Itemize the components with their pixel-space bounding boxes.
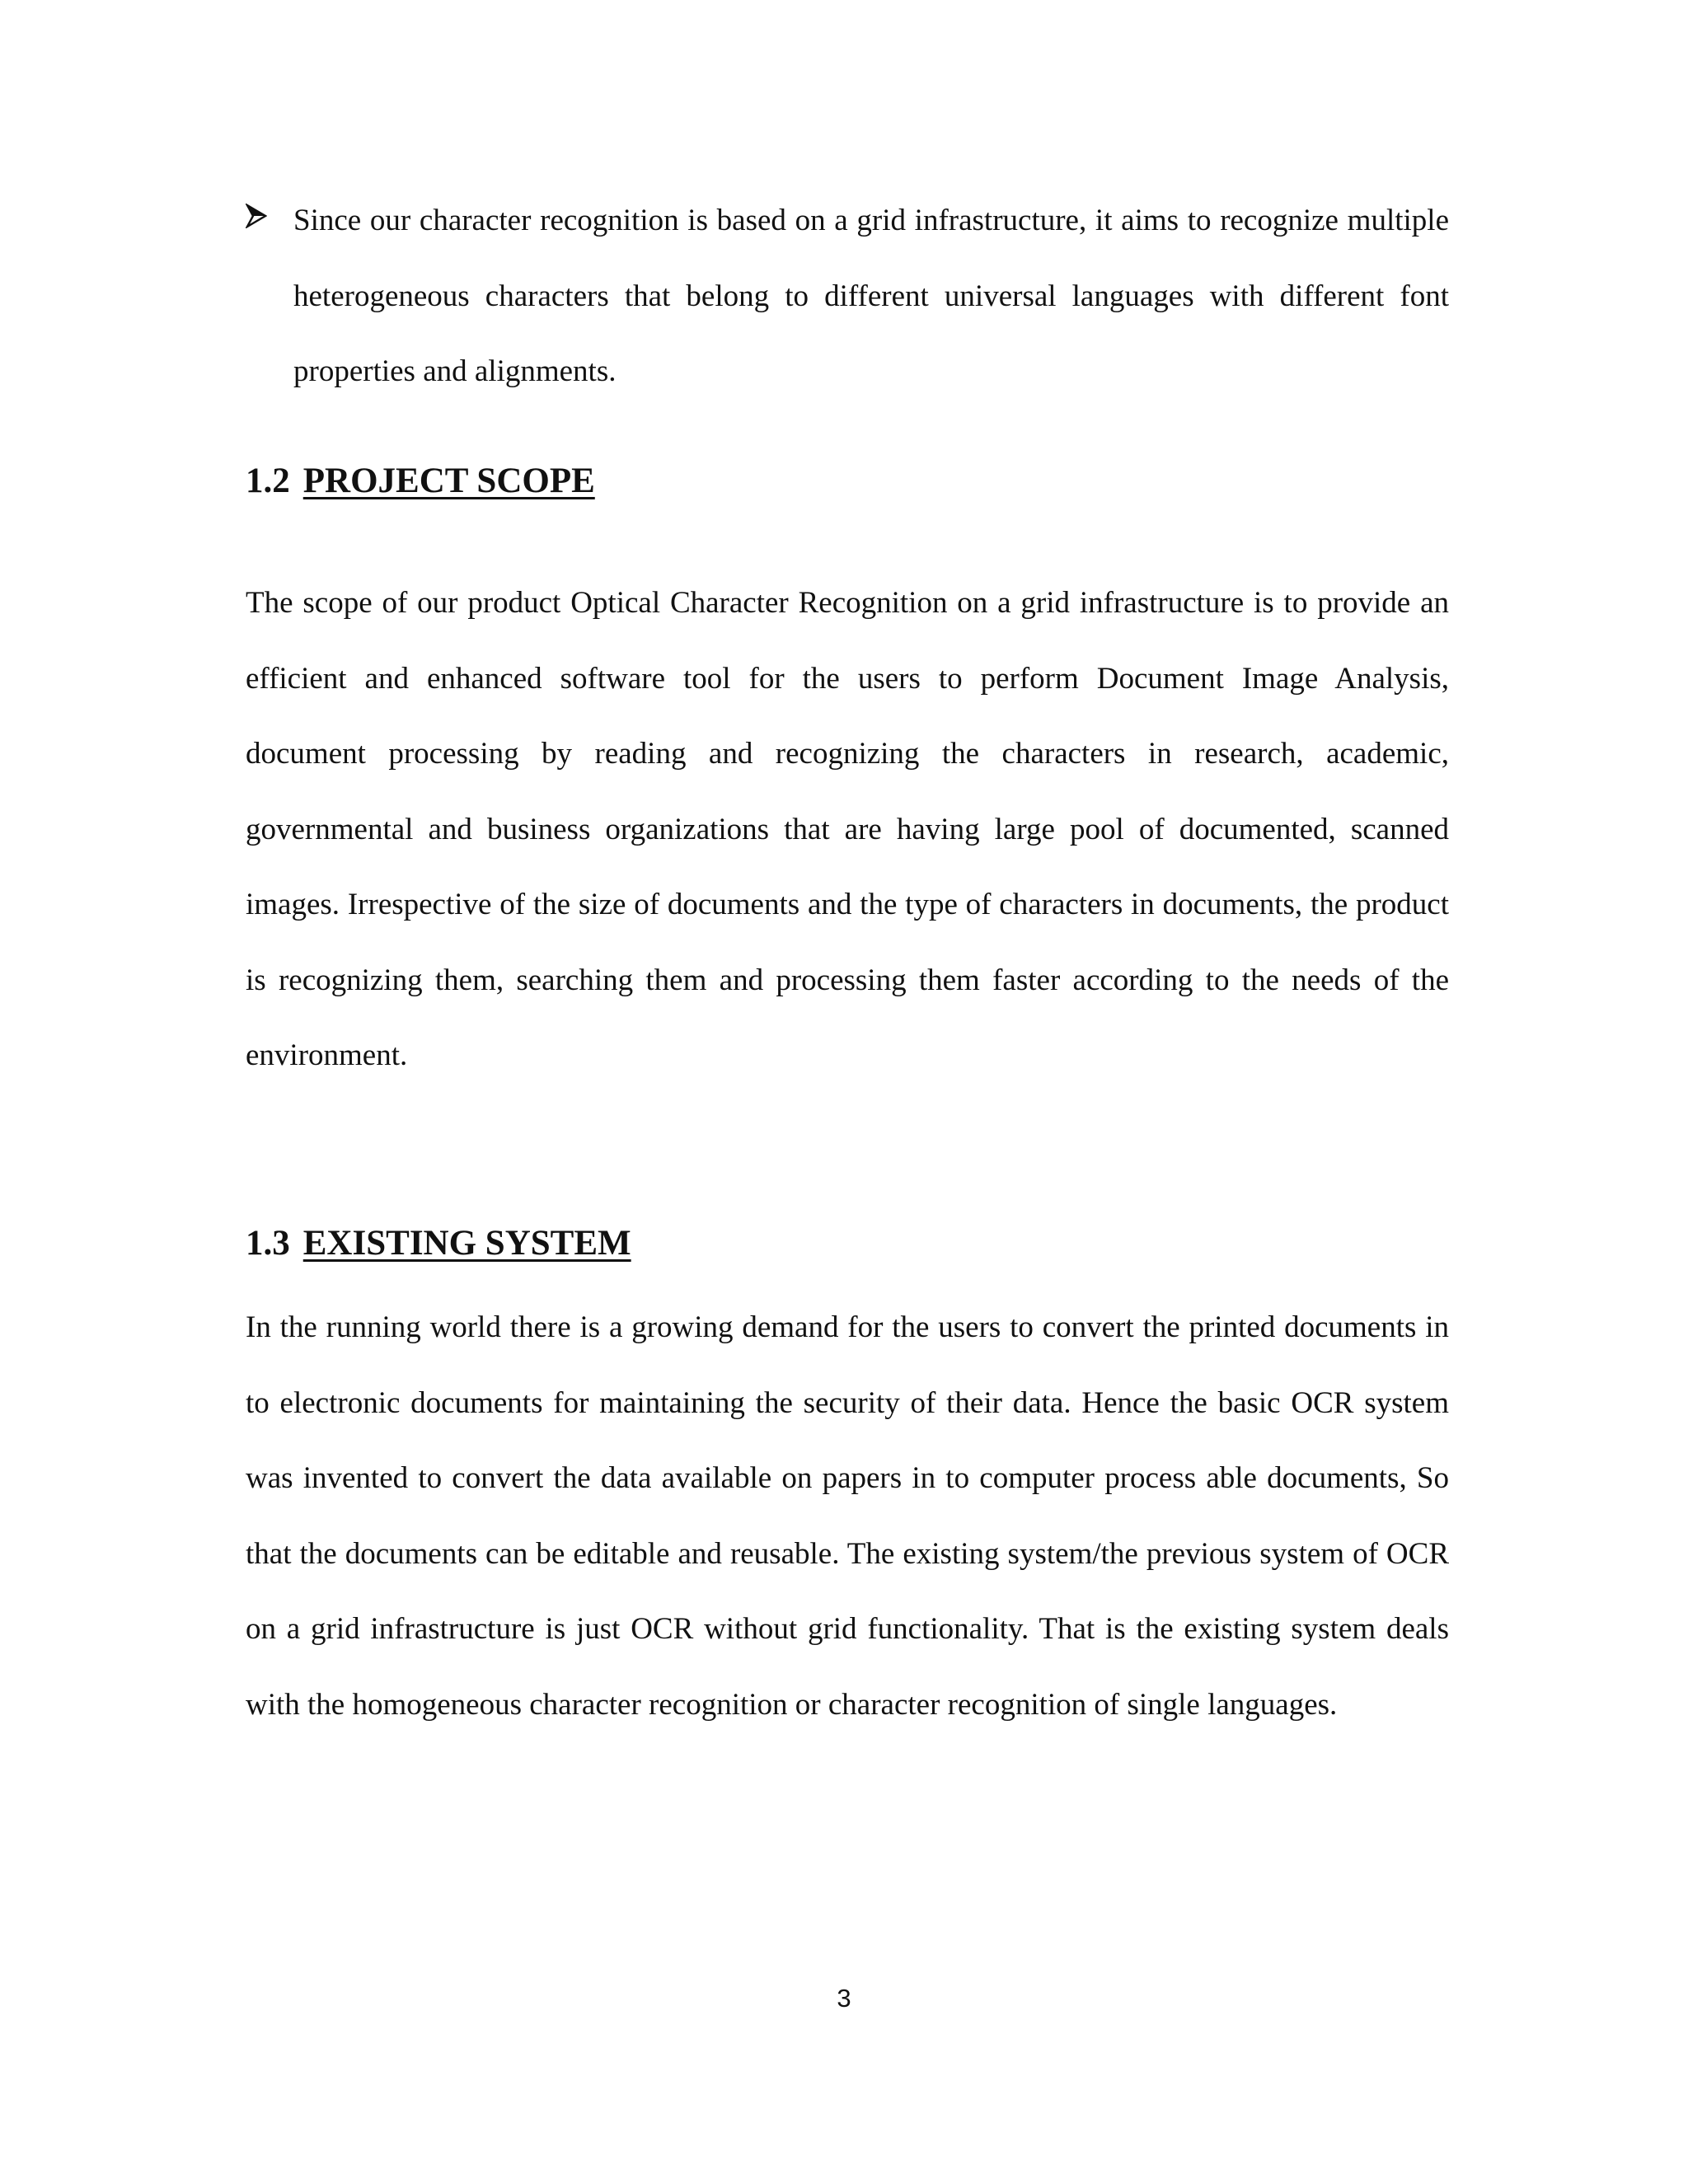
section-title: EXISTING SYSTEM [302, 1224, 631, 1263]
section-number: 1.2 [246, 462, 290, 500]
section-heading-project-scope [246, 458, 595, 504]
section-heading-existing-system [246, 1221, 631, 1267]
page-number: 3 [837, 1984, 851, 2013]
existing-system-paragraph: In the running world there is a growing demand for the users to convert the printed documents in to electronic documents for maintaining the security of their data. Hence the basic OCR system was invented to convert the data available on papers in to computer process able documents, So that the documents can be editable and reusable. The existing system/the previous system of OCR on a grid infrastructure is just OCR without grid functionality. That is the existing system deals with the homogeneous character recognition or character recognition of single languages. [246, 1310, 1449, 1722]
project-scope-paragraph: The scope of our product Optical Character Recognition on a grid infrastructure is to provide an efficient and enhanced software tool for the users to perform Document Image Analysis, document processing by reading and recognizing the characters in research, academic, governmental and business organizations that are having large pool of documented, scanned images. Irrespective of the size of documents and the type of characters in documents, the product is recognizing them, searching them and processing them faster according to the needs of the environment. [246, 586, 1449, 1072]
section-title: PROJECT SCOPE [302, 462, 595, 500]
section-number: 1.3 [246, 1224, 290, 1263]
arrowhead-bullet-icon [246, 183, 279, 249]
bullet-text: Since our character recognition is based on a grid infrastructure, it aims to recognize multiple heterogeneous characters that belong to different universal languages with different font properties and alignments. [293, 204, 1449, 388]
bullet-item [246, 183, 1449, 410]
